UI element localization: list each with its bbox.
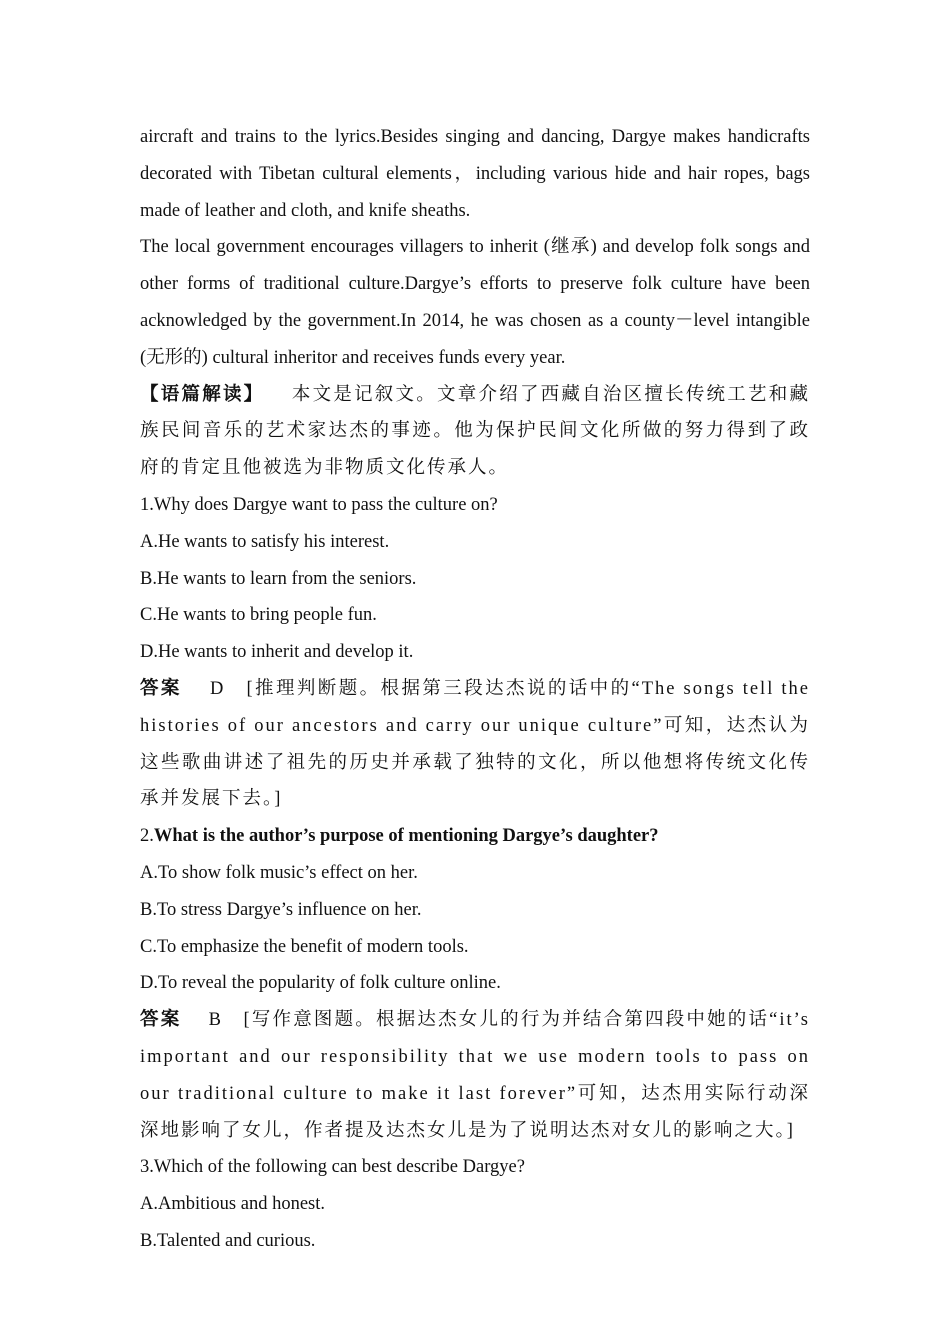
question-stem: 2.What is the author’s purpose of mentioning Dargye’s daughter?	[140, 826, 659, 847]
explanation-text: [写作意图题。根据达杰女儿的行为并结合第四段中她的话“it’s important and our responsibility that we use modern tools to pass on our traditional culture to make it last forever”可知，达杰用实际行动深深地影响了女儿，作者提及达杰女儿是为了说明达杰对女儿的影响之大。]	[140, 1010, 811, 1141]
option-b: B.He wants to learn from the seniors.	[140, 568, 417, 589]
answer-label: 答案	[140, 1010, 182, 1031]
summary-text: 本文是记叙文。文章介绍了西藏自治区擅长传统工艺和藏族民间音乐的艺术家达杰的事迹。他为保护民间文化所做的努力得到了政府的肯定且他被选为非物质文化传承人。	[140, 384, 810, 479]
option-d: D.He wants to inherit and develop it.	[140, 642, 414, 663]
passage-paragraph: The local government encourages villagers to inherit (继承) and develop folk songs and other forms of traditional culture.Dargye’s efforts to preserve folk culture have been acknowledged by the government.In 2014, he was chosen as a county－level intangible (无形的) cultural inheritor and receives funds every year.	[140, 237, 810, 368]
answer-letter: D	[209, 678, 226, 699]
passage-paragraph: aircraft and trains to the lyrics.Besides singing and dancing, Dargye makes handicrafts decorated with Tibetan cultural elements，including various hide and hair ropes, bags made of leather and cloth, and knife sheaths.	[140, 127, 810, 221]
document-body	[140, 119, 810, 1260]
option-c: C.To emphasize the benefit of modern tools.	[140, 936, 469, 957]
option-a: A.Ambitious and honest.	[140, 1194, 325, 1215]
question-stem: 3.Which of the following can best describe Dargye?	[140, 1157, 525, 1178]
option-a: A.He wants to satisfy his interest.	[140, 531, 390, 552]
answer-explanation	[140, 671, 810, 818]
option-a: A.To show folk music’s effect on her.	[140, 862, 418, 883]
option-d: D.To reveal the popularity of folk culture online.	[140, 973, 501, 994]
option-b: B.To stress Dargye’s influence on her.	[140, 899, 422, 920]
option-b: B.Talented and curious.	[140, 1230, 316, 1251]
answer-letter: B	[208, 1010, 224, 1031]
option-c: C.He wants to bring people fun.	[140, 605, 377, 626]
answer-label: 答案	[140, 678, 182, 699]
question-stem: 1.Why does Dargye want to pass the culture on?	[140, 494, 498, 515]
answer-explanation	[140, 1002, 810, 1149]
explanation-text: [推理判断题。根据第三段达杰说的话中的“The songs tell the histories of our ancestors and carry our unique culture”可知，达杰认为这些歌曲讲述了祖先的历史并承载了独特的文化，所以他想将传统文化传承并发展下去。]	[140, 678, 810, 810]
summary-paragraph	[140, 377, 810, 487]
summary-label: 【语篇解读】	[140, 384, 265, 405]
